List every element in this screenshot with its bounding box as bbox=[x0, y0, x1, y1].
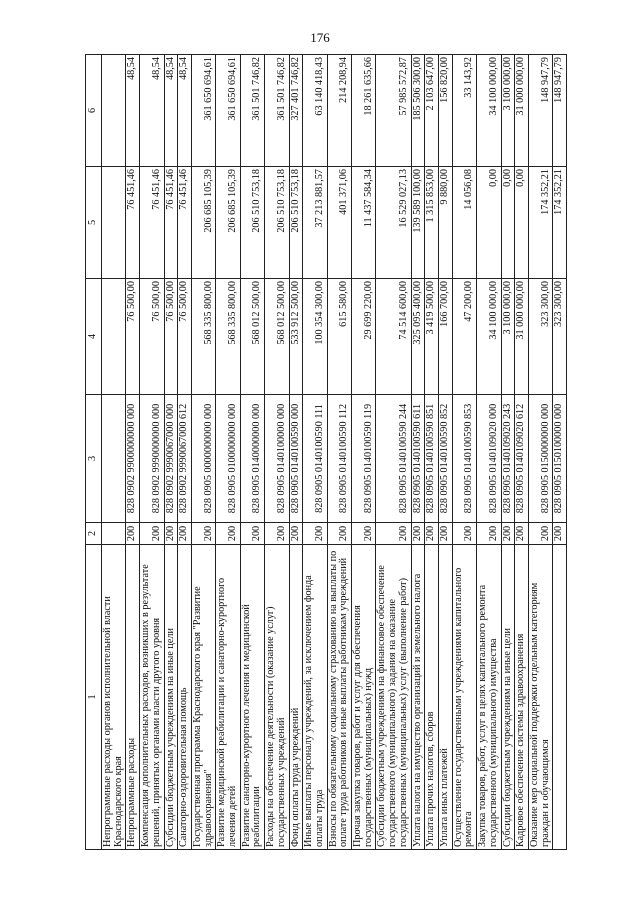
row-fact-cell: 139 589 100,00 bbox=[411, 167, 425, 279]
row-fact-cell: 11 437 584,34 bbox=[352, 167, 376, 279]
row-name-cell: Иные выплаты персоналу учреждений, за исключением фонда оплаты труда bbox=[303, 545, 327, 850]
row-name-cell bbox=[553, 545, 567, 850]
table-row bbox=[528, 55, 552, 850]
row-fact-cell: 14 056,08 bbox=[452, 167, 476, 279]
row-plan-cell: 568 012 500,00 bbox=[265, 279, 289, 395]
row-fact-cell: 206 685 105,39 bbox=[191, 167, 215, 279]
row-name-cell: Субсидии бюджетным учреждениям на финансовое обеспечение государственного (муниципального) задания на оказание государственных (муниципальных) услуг (выполнение работ) bbox=[376, 545, 411, 850]
row-code-cell: 828 0905 0140100590 244 bbox=[376, 395, 411, 523]
row-admin-cell: 200 bbox=[126, 523, 140, 545]
row-remainder-cell: 57 985 572,87 bbox=[376, 55, 411, 167]
row-name-cell: Государственная программа Краснодарского края "Развитие здравоохранения" bbox=[191, 545, 215, 850]
row-remainder-cell: 361 650 694,61 bbox=[191, 55, 215, 167]
header-col-6: 6 bbox=[86, 55, 102, 167]
row-name-cell: Непрограммные расходы bbox=[126, 545, 140, 850]
table-row bbox=[289, 55, 303, 850]
row-remainder-cell: 48,54 bbox=[126, 55, 140, 167]
row-code-cell: 828 0905 0140100590 119 bbox=[352, 395, 376, 523]
row-name-cell: Уплата иных платежей bbox=[438, 545, 452, 850]
row-plan-cell: 325 095 400,00 bbox=[411, 279, 425, 395]
row-name-cell: Закупка товаров, работ, услуг в целях капитального ремонта государственного (муниципального) имущества bbox=[477, 545, 501, 850]
row-plan-cell: 3 100 000,00 bbox=[501, 279, 515, 395]
row-admin-cell: 200 bbox=[216, 523, 240, 545]
row-remainder-cell: 361 501 746,82 bbox=[240, 55, 264, 167]
table-row bbox=[452, 55, 476, 850]
row-admin-cell: 200 bbox=[438, 523, 452, 545]
row-plan-cell: 29 699 220,00 bbox=[352, 279, 376, 395]
row-fact-cell: 206 510 753,18 bbox=[265, 167, 289, 279]
table-row bbox=[553, 55, 567, 850]
row-code-cell: 828 0905 0150100000 000 bbox=[553, 395, 567, 523]
row-plan-cell: 76 500,00 bbox=[140, 279, 164, 395]
row-plan-cell: 76 500,00 bbox=[164, 279, 178, 395]
table-row bbox=[164, 55, 178, 850]
row-admin-cell: 200 bbox=[425, 523, 439, 545]
table-row bbox=[240, 55, 264, 850]
row-plan-cell: 166 700,00 bbox=[438, 279, 452, 395]
row-fact-cell: 9 880,00 bbox=[438, 167, 452, 279]
row-admin-cell bbox=[102, 523, 126, 545]
row-name-cell: Субсидии бюджетным учреждениям на иные цели bbox=[164, 545, 178, 850]
row-name-cell: Санаторно-оздоровительная помощь bbox=[178, 545, 192, 850]
table-row bbox=[327, 55, 351, 850]
row-remainder-cell: 63 140 418,43 bbox=[303, 55, 327, 167]
row-code-cell: 828 0905 0140100590 000 bbox=[289, 395, 303, 523]
row-remainder-cell: 327 401 746,82 bbox=[289, 55, 303, 167]
row-plan-cell: 568 335 800,00 bbox=[216, 279, 240, 395]
row-code-cell: 828 0905 0140109020 000 bbox=[477, 395, 501, 523]
row-fact-cell: 206 685 105,39 bbox=[216, 167, 240, 279]
table-row bbox=[425, 55, 439, 850]
row-plan-cell bbox=[102, 279, 126, 395]
row-admin-cell: 200 bbox=[327, 523, 351, 545]
row-name-cell: Взносы по обязательному социальному страхованию на выплаты по оплате труда работников и иные выплаты работникам учреждений bbox=[327, 545, 351, 850]
row-remainder-cell: 48,54 bbox=[140, 55, 164, 167]
table-row bbox=[376, 55, 411, 850]
table-row bbox=[501, 55, 515, 850]
header-col-1: 1 bbox=[86, 545, 102, 850]
row-name-cell: Фонд оплаты труда учреждений bbox=[289, 545, 303, 850]
header-col-2: 2 bbox=[86, 523, 102, 545]
row-code-cell: 828 0905 0140100590 852 bbox=[438, 395, 452, 523]
row-remainder-cell bbox=[102, 55, 126, 167]
row-fact-cell: 76 451,46 bbox=[140, 167, 164, 279]
row-fact-cell: 37 213 881,57 bbox=[303, 167, 327, 279]
row-fact-cell: 0,00 bbox=[477, 167, 501, 279]
row-plan-cell: 615 580,00 bbox=[327, 279, 351, 395]
row-code-cell: 828 0905 0140100590 853 bbox=[452, 395, 476, 523]
row-fact-cell: 0,00 bbox=[515, 167, 529, 279]
row-remainder-cell: 34 100 000,00 bbox=[477, 55, 501, 167]
row-fact-cell: 206 510 753,18 bbox=[289, 167, 303, 279]
table-row bbox=[411, 55, 425, 850]
row-fact-cell: 16 529 027,13 bbox=[376, 167, 411, 279]
row-remainder-cell: 156 820,00 bbox=[438, 55, 452, 167]
row-name-cell: Осуществление государственными учреждениями капитального ремонта bbox=[452, 545, 476, 850]
row-code-cell: 828 0905 0140000000 000 bbox=[240, 395, 264, 523]
row-name-cell: Компенсация дополнительных расходов, возникших в результате решений, принятых органами власти другого уровня bbox=[140, 545, 164, 850]
row-fact-cell: 76 451,46 bbox=[178, 167, 192, 279]
table-row bbox=[303, 55, 327, 850]
header-row bbox=[86, 55, 102, 850]
row-plan-cell: 323 300,00 bbox=[528, 279, 552, 395]
row-fact-cell: 76 451,46 bbox=[164, 167, 178, 279]
row-name-cell: Развитие санаторно-курортного лечения и медицинской реабилитации bbox=[240, 545, 264, 850]
row-name-cell: Расходы на обеспечение деятельности (оказание услуг) государственных учреждений bbox=[265, 545, 289, 850]
table-row bbox=[265, 55, 289, 850]
row-remainder-cell: 214 208,94 bbox=[327, 55, 351, 167]
row-plan-cell: 323 300,00 bbox=[553, 279, 567, 395]
row-code-cell: 828 0902 9990067000 000 bbox=[164, 395, 178, 523]
row-name-cell: Кадровое обеспечение системы здравоохранения bbox=[515, 545, 529, 850]
row-plan-cell: 533 912 500,00 bbox=[289, 279, 303, 395]
table-row bbox=[140, 55, 164, 850]
table-row bbox=[477, 55, 501, 850]
row-remainder-cell: 18 261 635,66 bbox=[352, 55, 376, 167]
row-fact-cell: 174 352,21 bbox=[528, 167, 552, 279]
row-remainder-cell: 48,54 bbox=[164, 55, 178, 167]
row-admin-cell: 200 bbox=[178, 523, 192, 545]
row-plan-cell: 76 500,00 bbox=[178, 279, 192, 395]
budget-table bbox=[85, 54, 567, 850]
row-name-cell: Развитие медицинской реабилитации и санаторно-курортного лечения детей bbox=[216, 545, 240, 850]
row-remainder-cell: 185 506 300,00 bbox=[411, 55, 425, 167]
row-fact-cell: 76 451,46 bbox=[126, 167, 140, 279]
table-header bbox=[86, 55, 102, 850]
table-row bbox=[352, 55, 376, 850]
row-admin-cell: 200 bbox=[289, 523, 303, 545]
row-code-cell: 828 0905 0140100590 851 bbox=[425, 395, 439, 523]
row-fact-cell bbox=[102, 167, 126, 279]
row-code-cell: 828 0905 0140109020 612 bbox=[515, 395, 529, 523]
row-name-cell: Прочая закупка товаров, работ и услуг для обеспечения государственных (муниципальных) нужд bbox=[352, 545, 376, 850]
row-admin-cell: 200 bbox=[553, 523, 567, 545]
row-admin-cell: 200 bbox=[140, 523, 164, 545]
row-remainder-cell: 2 103 647,00 bbox=[425, 55, 439, 167]
row-code-cell: 828 0902 9990000000 000 bbox=[140, 395, 164, 523]
table-row bbox=[438, 55, 452, 850]
row-fact-cell: 174 352,21 bbox=[553, 167, 567, 279]
row-plan-cell: 568 012 500,00 bbox=[240, 279, 264, 395]
row-fact-cell: 401 371,06 bbox=[327, 167, 351, 279]
row-admin-cell: 200 bbox=[240, 523, 264, 545]
header-col-3: 3 bbox=[86, 395, 102, 523]
row-code-cell: 828 0905 0000000000 000 bbox=[191, 395, 215, 523]
row-name-cell: Уплата прочих налогов, сборов bbox=[425, 545, 439, 850]
row-admin-cell: 200 bbox=[477, 523, 501, 545]
row-plan-cell: 100 354 300,00 bbox=[303, 279, 327, 395]
table-row bbox=[102, 55, 126, 850]
table-row bbox=[216, 55, 240, 850]
row-plan-cell: 568 335 800,00 bbox=[191, 279, 215, 395]
page-number: 176 bbox=[310, 30, 330, 45]
row-code-cell: 828 0905 0140100590 112 bbox=[327, 395, 351, 523]
row-plan-cell: 74 514 600,00 bbox=[376, 279, 411, 395]
row-admin-cell: 200 bbox=[411, 523, 425, 545]
row-code-cell bbox=[102, 395, 126, 523]
row-name-cell: Оказание мер социальной поддержки отдельным категориям граждан и обучающимся bbox=[528, 545, 552, 850]
row-remainder-cell: 361 650 694,61 bbox=[216, 55, 240, 167]
row-code-cell: 828 0905 0140100000 000 bbox=[265, 395, 289, 523]
row-name-cell: Уплата налога на имущество организаций и земельного налога bbox=[411, 545, 425, 850]
row-remainder-cell: 148 947,79 bbox=[528, 55, 552, 167]
row-admin-cell: 200 bbox=[303, 523, 327, 545]
row-code-cell: 828 0905 0140109020 243 bbox=[501, 395, 515, 523]
table-row bbox=[515, 55, 529, 850]
row-name-cell: Субсидии бюджетным учреждениям на иные цели bbox=[501, 545, 515, 850]
table-row bbox=[191, 55, 215, 850]
row-name-cell: Непрограммные расходы органов исполнительной власти Краснодарского края bbox=[102, 545, 126, 850]
row-plan-cell: 34 100 000,00 bbox=[477, 279, 501, 395]
row-admin-cell: 200 bbox=[352, 523, 376, 545]
table-body bbox=[102, 55, 567, 850]
row-plan-cell: 31 000 000,00 bbox=[515, 279, 529, 395]
row-admin-cell: 200 bbox=[452, 523, 476, 545]
row-plan-cell: 47 200,00 bbox=[452, 279, 476, 395]
row-fact-cell: 0,00 bbox=[501, 167, 515, 279]
row-remainder-cell: 48,54 bbox=[178, 55, 192, 167]
row-admin-cell: 200 bbox=[376, 523, 411, 545]
row-admin-cell: 200 bbox=[265, 523, 289, 545]
row-code-cell: 828 0902 9900000000 000 bbox=[126, 395, 140, 523]
row-remainder-cell: 31 000 000,00 bbox=[515, 55, 529, 167]
row-admin-cell: 200 bbox=[164, 523, 178, 545]
row-fact-cell: 1 315 853,00 bbox=[425, 167, 439, 279]
row-code-cell: 828 0905 0150000000 000 bbox=[528, 395, 552, 523]
row-code-cell: 828 0902 9990067000 612 bbox=[178, 395, 192, 523]
row-code-cell: 828 0905 0100000000 000 bbox=[216, 395, 240, 523]
row-fact-cell: 206 510 753,18 bbox=[240, 167, 264, 279]
row-code-cell: 828 0905 0140100590 611 bbox=[411, 395, 425, 523]
row-admin-cell: 200 bbox=[515, 523, 529, 545]
table-row bbox=[178, 55, 192, 850]
header-col-4: 4 bbox=[86, 279, 102, 395]
table-row bbox=[126, 55, 140, 850]
row-remainder-cell: 148 947,79 bbox=[553, 55, 567, 167]
row-remainder-cell: 33 143,92 bbox=[452, 55, 476, 167]
row-plan-cell: 76 500,00 bbox=[126, 279, 140, 395]
row-plan-cell: 3 419 500,00 bbox=[425, 279, 439, 395]
row-code-cell: 828 0905 0140100590 111 bbox=[303, 395, 327, 523]
row-remainder-cell: 3 100 000,00 bbox=[501, 55, 515, 167]
header-col-5: 5 bbox=[86, 167, 102, 279]
row-admin-cell: 200 bbox=[191, 523, 215, 545]
row-admin-cell: 200 bbox=[501, 523, 515, 545]
rotated-table-container bbox=[85, 55, 615, 850]
row-admin-cell: 200 bbox=[528, 523, 552, 545]
row-remainder-cell: 361 501 746,82 bbox=[265, 55, 289, 167]
